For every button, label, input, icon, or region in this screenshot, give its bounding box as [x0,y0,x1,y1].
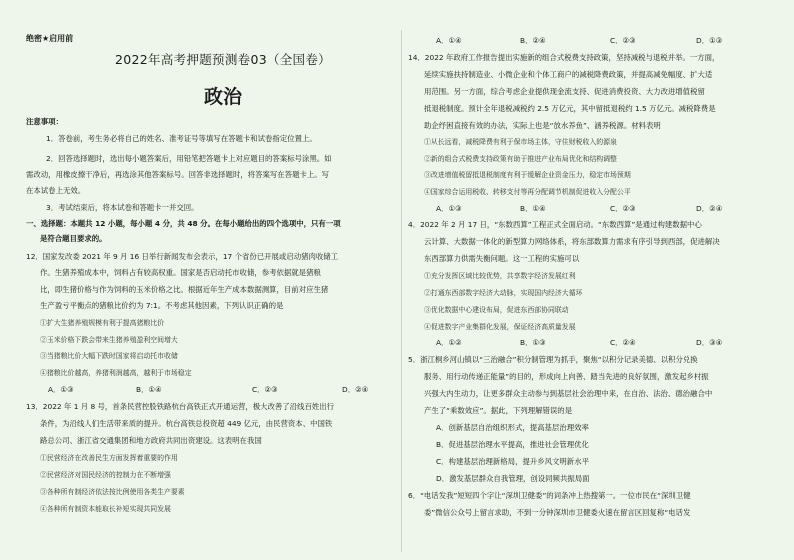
question-13-choice-a[interactable]: A．①④ [436,36,462,45]
question-14-choice-b[interactable]: B．①④ [520,204,546,213]
question-12-choice-c[interactable]: C．②③ [252,385,278,394]
question-4-choice-c[interactable]: C．②④ [610,338,636,347]
notes-line: 需改动，用橡皮擦干净后，再选涂其他答案标号。回答非选择题时，将答案写在答题卡上。写 [26,170,330,179]
question-12-stem: 作。生猪养殖成本中，饲料占有较高权重。国家是否启动托市收储，参考依据就是猪粮 [40,268,321,277]
question-14-stem: 延续实施扶持制造业、小微企业和个体工商户的减税降费政策，并提高减免幅度、扩大适 [424,70,713,79]
question-4-item: ③优化数据中心建设布局，促进东西部协同联动 [424,306,569,314]
question-6-stem: 6．“电话发我”短短四个字让“深圳卫健委”的词条冲上热搜第一。一位市民在“深圳卫健 [408,491,691,500]
section-instruction: 是符合题目要求的。 [40,234,107,243]
question-14-choice-d[interactable]: D．②④ [696,204,723,213]
section-instruction: 一、选择题：本题共 12 小题，每小题 4 分，共 48 分。在每小题给出的四个选项中，只有一项 [26,219,341,228]
left-column [26,0,396,560]
question-13-choice-c[interactable]: C．②③ [610,36,636,45]
notes-line: 在本试卷上无效。 [26,186,86,195]
question-5-choice-a[interactable]: A．创新基层自治组织形式，提高基层治理效率 [436,423,589,432]
question-4-item: ④促进数字产业集群化发展，保证经济高质量发展 [424,323,576,331]
question-13-item: ④各种所有制资本能取长补短实现共同发展 [40,505,171,513]
question-4-stem: 云计算、大数据一体化的新型算力网络体系，将东部数算力需求有序引导到西部，促进解决 [424,237,720,246]
question-12-stem: 比，即生猪价格与作为饲料的玉米价格之比。根据近年生产成本数据测算，目前对应生猪 [40,285,329,294]
question-13-choice-b[interactable]: B．②④ [520,36,546,45]
question-12-item: ②玉米价格下跌会带来生猪养殖盈利空间增大 [40,336,178,344]
question-14-choice-a[interactable]: A．①③ [436,204,462,213]
question-14-choice-c[interactable]: C．②③ [610,204,636,213]
question-13-stem: 13．2022 年 1 月 8 号，首条民营控股铁路杭台高铁正式开通运营，极大改善了沿线百姓出行 [26,402,335,411]
subject-title: 政治 [203,86,242,108]
question-13-choice-d[interactable]: D．①③ [696,36,723,45]
question-14-stem: 助企纾困直接有效的办法，实际上也是“放水养鱼”、涵养税源。材料表明 [424,121,661,130]
question-13-item: ②民营经济对国民经济的控制力在不断增强 [40,471,171,479]
question-4-stem: 东西部算力供需失衡问题。这一工程的实施可以 [424,254,580,263]
question-12-stem: 生产盈亏平衡点的猪粮比价约为 7:1。不考虑其他因素，下列认识正确的是 [40,301,284,310]
question-6-stem: 委”微信公众号上留言求助，不到一分钟深圳市卫健委火速在留言区回复称“电话发 [424,508,691,517]
question-5-stem: 产生了“乘数效应”。据此，下列理解错误的是 [424,406,573,415]
question-14-item: ①从长远看，减税降费有利于保市场主体，守住财税收入的源泉 [424,138,617,146]
question-14-stem: 用范围。另一方面，综合考虑企业提供现金流支持、促进消费投资、大力改进增值税留 [424,87,705,96]
question-13-stem: 条件，为沿线人们生活带来质的提升。杭台高铁总投资超 449 亿元，由民营资本、中国铁 [40,419,333,428]
question-13-item: ①民营经济在改善民生方面发挥着重要的作用 [40,454,178,462]
question-4-item: ①充分发挥区域比较优势，共享数字经济发展红利 [424,272,576,280]
notes-line: 1．答卷前，考生务必将自己的姓名、准考证号等填写在答题卡和试卷指定位置上。 [46,134,317,143]
question-12-item: ①扩大生猪养殖规模有利于提高猪粮比价 [40,319,165,327]
question-4-item: ②打通东西部数字经济大动脉，实现国内经济大循环 [424,289,583,297]
question-12-item: ④猪粮比价越高，养猪利润越高，越利于市场稳定 [40,369,192,377]
exam-title: 2022年高考押题预测卷03（全国卷） [115,52,331,67]
question-12-choice-a[interactable]: A．①③ [48,385,74,394]
question-5-stem: 服务、用行动传递正能量”的目的，形成向上向善、踏当先进的良好氛围，激发起乡村振 [424,372,709,381]
question-14-stem: 14．2022 年政府工作报告提出实施新的组合式税费支持政策，坚持减税与退税并举。一方面， [408,53,720,62]
question-14-stem: 抵退税制度。预计全年退税减税约 2.5 万亿元，其中留抵退税约 1.5 万亿元。减税降费是 [424,104,716,113]
question-4-choice-d[interactable]: D．③④ [696,338,723,347]
question-14-item: ②新的组合式税费支持政策有助于推进产业布局优化和结构调整 [424,155,617,163]
question-5-choice-c[interactable]: C．构建基层治理新格局，提升乡风文明新水平 [436,457,589,466]
question-13-stem: 路总公司、浙江省交通集团和地方政府共同出资建设。这表明在我国 [40,436,262,445]
question-5-choice-b[interactable]: B．促进基层治理水平提高，推进社会管理优化 [436,440,589,449]
column-divider [401,30,402,552]
question-5-choice-d[interactable]: D．激发基层群众自我管理，创设同频共振局面 [436,474,590,483]
question-14-item: ④国家综合运用税收、转移支付等再分配调节机制促进收入分配公平 [424,188,631,196]
question-13-item: ③各种所有制经济依法按比例使用各类生产要素 [40,488,185,496]
question-12-stem: 12．国家发改委 2021 年 9 月 16 日举行新闻发布会表示，17 个省份已开展或启动猪肉收储工 [26,252,339,261]
question-5-stem: 兴强大内生动力，让更多群众主动参与到基层社会治理中来，在自治、法治、德治融合中 [424,389,713,398]
question-4-stem: 4．2022 年 2 月 17 日，“东数西算”工程正式全面启动。“东数西算”是通过构建数据中心 [408,220,702,229]
notes-line: 2．回答选择题时，选出每小题答案后，用铅笔把答题卡上对应题目的答案标号涂黑。如 [46,154,332,163]
question-5-stem: 5．浙江桐乡河山镇以“三治融合”积分制管理为抓手，聚焦“以积分记录美德、以积分兑换 [408,355,698,364]
secret-label: 绝密★启用前 [26,34,74,43]
question-4-choice-a[interactable]: A．①② [436,338,462,347]
question-14-item: ③改进增值税留抵退税制度有利于缓解企业资金压力，稳定市场预期 [424,171,631,179]
question-12-choice-b[interactable]: B．①④ [136,385,162,394]
question-12-choice-d[interactable]: D．②④ [342,385,369,394]
right-column [408,0,764,560]
notes-heading: 注意事项： [26,117,63,126]
question-12-item: ③当猪粮比价大幅下跌时国家将启动托市收储 [40,352,178,360]
question-4-choice-b[interactable]: B．①③ [520,338,546,347]
notes-line: 3．考试结束后，将本试卷和答题卡一并交回。 [46,203,199,212]
